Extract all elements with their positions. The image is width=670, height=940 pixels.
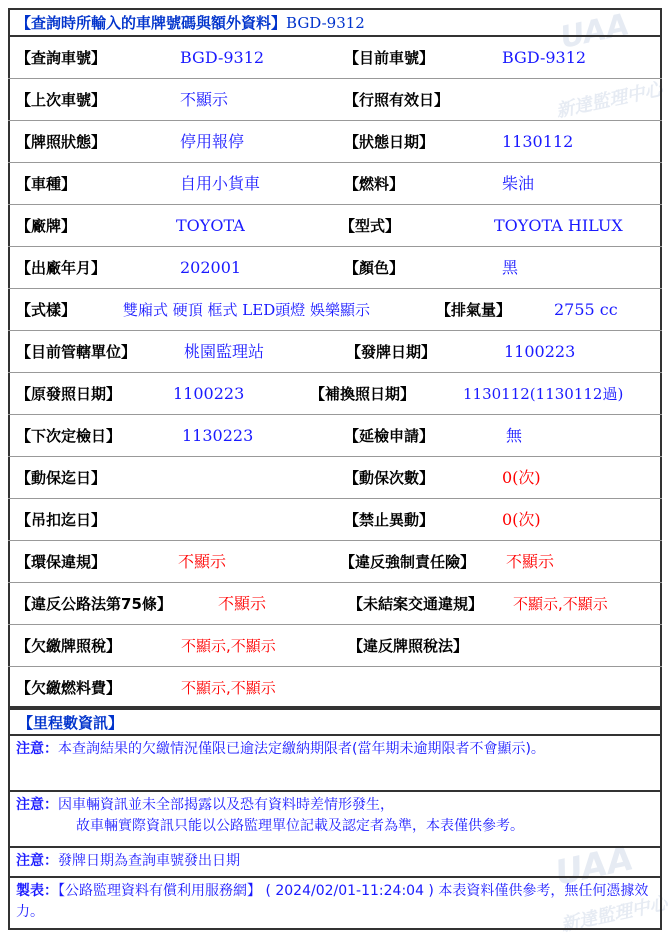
note-text-line2: 故車輛實際資訊只能以公路監理單位記載及認定者為準，本表僅供參考。 bbox=[76, 818, 524, 834]
field-value: 停用報停 bbox=[180, 132, 245, 151]
note-text: 本查詢結果的欠繳情況僅限已逾法定繳納期限者(當年期未逾期限者不會顯示)。 bbox=[58, 741, 545, 757]
field-value: TOYOTA bbox=[176, 216, 245, 235]
field-value: TOYOTA HILUX bbox=[494, 216, 623, 235]
report-title bbox=[8, 8, 662, 37]
footer-text: 【公路監理資料有償利用服務網】 ( 2024/02/01-11:24:04 ) 本表資料僅供參考，無任何憑據效力。 bbox=[16, 883, 649, 920]
field-value: 0(次) bbox=[502, 468, 541, 487]
field-value: 柴油 bbox=[502, 174, 535, 193]
field-value: 1100223 bbox=[504, 342, 576, 361]
table-row bbox=[8, 205, 662, 247]
field-value: 1100223 bbox=[173, 384, 245, 403]
table-row bbox=[8, 415, 662, 457]
table-row bbox=[8, 79, 662, 121]
table-row bbox=[8, 667, 662, 709]
field-value: BGD-9312 bbox=[180, 48, 265, 67]
field-value: 不顯示 bbox=[218, 594, 267, 613]
field-value: 不顯示,不顯示 bbox=[181, 679, 276, 697]
footer-label: 製表： bbox=[16, 883, 58, 899]
field-label: 【動保次數】 bbox=[344, 469, 435, 487]
field-label: 【發牌日期】 bbox=[346, 343, 437, 361]
field-label: 【違反強制責任險】 bbox=[340, 553, 476, 571]
table-row bbox=[8, 373, 662, 415]
field-label: 【燃料】 bbox=[344, 175, 405, 193]
field-value: 2755 cc bbox=[554, 300, 618, 319]
field-label: 【欠繳牌照稅】 bbox=[16, 637, 122, 655]
field-value: 1130112 bbox=[502, 132, 574, 151]
table-row bbox=[8, 247, 662, 289]
field-label: 【行照有效日】 bbox=[344, 91, 450, 109]
title-plate: BGD-9312 bbox=[286, 13, 365, 32]
note-text-line1: 因車輛資訊並未全部揭露以及恐有資料時差情形發生， bbox=[58, 797, 394, 813]
watermark-sub: 新達監理中心 bbox=[554, 78, 665, 122]
table-row bbox=[8, 121, 662, 163]
table-row bbox=[8, 163, 662, 205]
title-label: 【查詢時所輸入的車牌號碼與額外資料】 bbox=[16, 14, 287, 32]
field-value: 不顯示 bbox=[180, 90, 229, 109]
field-label: 【車種】 bbox=[16, 175, 77, 193]
field-label: 【下次定檢日】 bbox=[16, 427, 122, 445]
table-row bbox=[8, 457, 662, 499]
field-value: 自用小貨車 bbox=[180, 174, 261, 193]
field-label: 【型式】 bbox=[340, 217, 401, 235]
watermark-logo: UAA bbox=[557, 7, 633, 56]
field-label: 【排氣量】 bbox=[436, 301, 512, 319]
field-value: 不顯示,不顯示 bbox=[181, 637, 276, 655]
table-row bbox=[8, 583, 662, 625]
note-overdue-scope bbox=[8, 736, 662, 792]
field-label: 【上次車號】 bbox=[16, 91, 107, 109]
mileage-section-title: 【里程數資訊】 bbox=[8, 708, 662, 736]
field-label: 【出廠年月】 bbox=[16, 259, 107, 277]
note-label: 注意： bbox=[16, 741, 58, 757]
field-value: 不顯示,不顯示 bbox=[513, 595, 608, 613]
report-footer bbox=[8, 878, 662, 930]
field-label: 【補換照日期】 bbox=[310, 385, 416, 403]
table-row bbox=[8, 37, 662, 79]
field-label: 【查詢車號】 bbox=[16, 49, 107, 67]
field-label: 【動保迄日】 bbox=[16, 469, 107, 487]
note-label: 注意： bbox=[16, 797, 58, 813]
field-value: 雙廂式 硬頂 框式 LED頭燈 娛樂顯示 bbox=[123, 301, 371, 319]
watermark-logo-bottom: UAA bbox=[551, 838, 638, 894]
field-label: 【違反牌照稅法】 bbox=[348, 637, 469, 655]
field-label: 【未結案交通違規】 bbox=[348, 595, 484, 613]
field-label: 【延檢申請】 bbox=[344, 427, 435, 445]
table-row bbox=[8, 289, 662, 331]
field-label: 【欠繳燃料費】 bbox=[16, 679, 122, 697]
field-value: 0(次) bbox=[502, 510, 541, 529]
table-row bbox=[8, 541, 662, 583]
note-text: 發牌日期為查詢車號發出日期 bbox=[58, 853, 240, 869]
field-value: 不顯示 bbox=[506, 552, 555, 571]
field-value: 202001 bbox=[180, 258, 242, 277]
field-value: BGD-9312 bbox=[502, 48, 587, 67]
field-value: 無 bbox=[506, 426, 523, 445]
watermark-sub-bottom: 新達監理中心 bbox=[559, 892, 670, 936]
table-row bbox=[8, 331, 662, 373]
field-label: 【狀態日期】 bbox=[344, 133, 435, 151]
field-value: 1130112(1130112過) bbox=[463, 385, 624, 403]
field-label: 【原發照日期】 bbox=[16, 385, 122, 403]
table-row bbox=[8, 625, 662, 667]
note-plate-date bbox=[8, 848, 662, 878]
field-label: 【環保違規】 bbox=[16, 553, 107, 571]
field-value: 1130223 bbox=[182, 426, 254, 445]
field-label: 【牌照狀態】 bbox=[16, 133, 107, 151]
table-row bbox=[8, 499, 662, 541]
field-value: 不顯示 bbox=[178, 552, 227, 571]
field-value: 黑 bbox=[502, 258, 519, 277]
note-label: 注意： bbox=[16, 853, 58, 869]
field-label: 【廠牌】 bbox=[16, 217, 77, 235]
field-label: 【目前車號】 bbox=[344, 49, 435, 67]
field-label: 【禁止異動】 bbox=[344, 511, 435, 529]
note-disclaimer bbox=[8, 792, 662, 848]
field-label: 【式樣】 bbox=[16, 301, 77, 319]
field-label: 【顏色】 bbox=[344, 259, 405, 277]
field-label: 【目前管轄單位】 bbox=[16, 343, 137, 361]
field-label: 【吊扣迄日】 bbox=[16, 511, 107, 529]
field-label: 【違反公路法第75條】 bbox=[16, 595, 172, 613]
field-value: 桃園監理站 bbox=[184, 342, 265, 361]
